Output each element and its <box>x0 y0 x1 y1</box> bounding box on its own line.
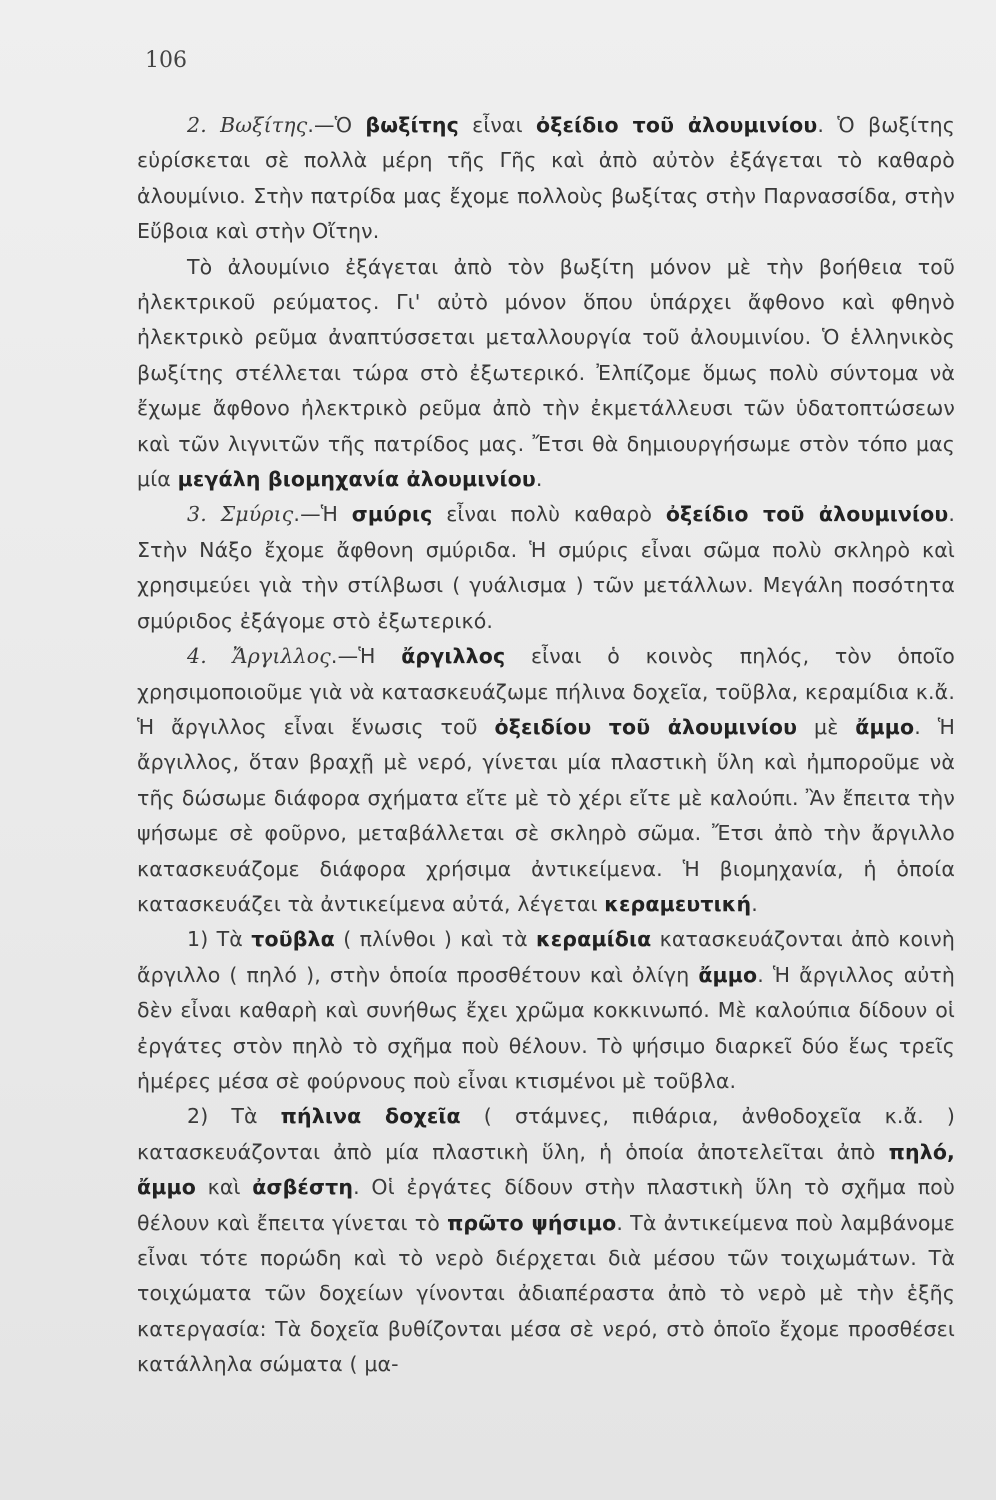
bold-term: ὀξείδιο τοῦ ἀλουμινίου <box>665 502 949 527</box>
text-run: . <box>751 891 758 916</box>
bold-term: κεραμίδια <box>536 927 652 952</box>
text-run: .—Ἡ <box>330 644 402 669</box>
paragraph-clay-vessels <box>137 1099 955 1382</box>
bold-term: ὀξειδίου τοῦ ἀλουμινίου <box>494 714 798 739</box>
bold-term: ἀσβέστη <box>252 1175 354 1200</box>
bold-term: πήλινα δοχεῖα <box>280 1104 461 1129</box>
page-number: 106 <box>145 48 187 73</box>
paragraph-bauxite <box>137 108 955 250</box>
bold-term: μεγάλη βιομηχανία ἀλουμινίου <box>177 467 536 492</box>
section-heading: 4. Ἄργιλλος <box>187 644 331 669</box>
section-heading: 3. Σμύρις <box>187 502 294 527</box>
text-run: . Οἱ ἐργάτες δίδουν στὴν πλαστικὴ ὕλη τὸ σχῆμα ποὺ θέλουν καὶ ἔπειτα γίνεται τὸ <box>137 1175 955 1235</box>
bold-term: βωξίτης <box>365 113 459 137</box>
bold-term: ἄμμο <box>698 962 758 987</box>
paragraph-emery <box>137 497 955 639</box>
text-run: Τὸ ἀλουμίνιο ἐξάγεται ἀπὸ τὸν βωξίτη μόνον μὲ τὴν βοήθεια τοῦ ἠλεκτρικοῦ ρεύματος. Γι' αὐτὸ μόνον ὅπου ὑπάρχει ἄφθονο καὶ φθηνὸ ἠλεκτρικὸ ρεῦμα ἀναπτύσσεται μεταλλουργία τοῦ ἀλουμινίου. Ὁ ἑλληνικὸς βωξίτης στέλλεται τώρα στὸ ἐξωτερικό. Ἐλπίζομε ὅμως πολὺ σύντομα νὰ ἔχωμε ἄφθονο ἠλεκτρικὸ ρεῦμα ἀπὸ τὴν ἐκμετάλλευσι τῶν ὑδατοπτώσεων καὶ τῶν λιγνιτῶν τῆς πατρίδος μας. Ἔτσι θὰ δημιουργήσωμε στὸν τόπο μας μία <box>137 254 955 492</box>
text-run: . Τὰ ἀντικείμενα ποὺ λαμβάνομε εἶναι τότε πορώδη καὶ τὸ νερὸ διέρχεται διὰ μέσου τῶν τοιχωμάτων. Τὰ τοιχώματα τῶν δοχείων γίνονται ἀδιαπέραστα ἀπὸ τὸ νερὸ μὲ τὴν ἑξῆς κατεργασία: Τὰ δοχεῖα βυθίζονται μέσα σὲ νερό, στὸ ὁποῖο ἔχομε προσθέσει κατάλληλα σώματα ( μα- <box>137 1210 955 1377</box>
bold-term: ἄμμο <box>855 714 915 739</box>
text-run: καὶ <box>195 1175 253 1200</box>
paragraph-bricks-tiles <box>137 922 955 1099</box>
text-run: .—Ἡ <box>293 502 352 527</box>
bold-term: πηλό, ἄμμο <box>137 1139 955 1200</box>
text-run: ( πλίνθοι ) καὶ τὰ <box>334 927 537 952</box>
section-heading: 2. Βωξίτης <box>187 113 308 137</box>
text-run: κατασκευάζονται ἀπὸ κοινὴ ἄργιλλο ( πηλό ), στὴν ὁποία προσθέτουν καὶ ὀλίγη <box>137 927 955 987</box>
text-run: 1) Τὰ <box>187 927 252 952</box>
text-run: . Ὁ βωξίτης εὑρίσκεται σὲ πολλὰ μέρη τῆς Γῆς καὶ ἀπὸ αὐτὸν ἐξάγεται τὸ καθαρὸ ἀλουμίνιο. Στὴν πατρίδα μας ἔχομε πολλοὺς βωξίτας στὴν Παρνασσίδα, στὴν Εὔβοια καὶ στὴν Οἴτην. <box>137 113 955 244</box>
page-text <box>137 108 955 1383</box>
bold-term: κεραμευτική <box>604 891 752 916</box>
text-run: . Ἡ ἄργιλλος, ὅταν βραχῇ μὲ νερό, γίνεται μία πλαστικὴ ὕλη καὶ ἠμποροῦμε νὰ τῆς δώσωμε διάφορα σχήματα εἴτε μὲ τὸ χέρι εἴτε μὲ καλούπι. Ἂν ἔπειτα τὴν ψήσωμε σὲ φοῦρνο, μεταβάλλεται σὲ σκληρὸ σῶμα. Ἔτσι ἀπὸ τὴν ἄργιλλο κατασκευάζομε διάφορα χρήσιμα ἀντικείμενα. Ἡ βιομηχανία, ἡ ὁποία κατασκευάζει τὰ ἀντικείμενα αὐτά, λέγεται <box>137 714 955 916</box>
paragraph-clay <box>137 639 955 922</box>
text-run: μὲ <box>797 714 856 739</box>
bold-term: τοῦβλα <box>251 927 335 952</box>
text-run: 2) Τὰ <box>187 1104 281 1129</box>
text-run: ( στάμνες, πιθάρια, ἀνθοδοχεῖα κ.ἄ. ) κατασκευάζονται ἀπὸ μία πλαστικὴ ὕλη, ἡ ὁποία ἀποτελεῖται ἀπὸ <box>137 1104 955 1164</box>
text-run: .—Ὁ <box>307 113 366 137</box>
text-run: εἶναι πολὺ καθαρὸ <box>432 502 666 527</box>
paragraph-aluminium-extraction <box>137 250 955 498</box>
text-run: . Στὴν Νάξο ἔχομε ἄφθονη σμύριδα. Ἡ σμύρις εἶναι σῶμα πολὺ σκληρὸ καὶ χρησιμεύει γιὰ τὴν στίλβωσι ( γυάλισμα ) τῶν μετάλλων. Μεγάλη ποσότητα σμύριδος ἐξάγομε στὸ ἐξωτερικό. <box>137 502 955 633</box>
bold-term: ὀξείδιο τοῦ ἀλουμινίου <box>535 113 818 137</box>
text-run: εἶναι ὁ κοινὸς πηλός, τὸν ὁποῖο χρησιμοποιοῦμε γιὰ νὰ κατασκευάζωμε πήλινα δοχεῖα, τοῦβλα, κεραμίδια κ.ἄ. Ἡ ἄργιλλος εἶναι ἕνωσις τοῦ <box>137 644 956 739</box>
text-run: . <box>535 467 543 492</box>
text-run: . Ἡ ἄργιλλος αὐτὴ δὲν εἶναι καθαρὴ καὶ συνήθως ἔχει χρῶμα κοκκινωπό. Μὲ καλούπια δίδουν οἱ ἐργάτες στὸν πηλὸ τὸ σχῆμα ποὺ θέλουν. Τὸ ψήσιμο διαρκεῖ δύο ἕως τρεῖς ἡμέρες μέσα σὲ φούρνους ποὺ εἶναι κτισμένοι μὲ τοῦβλα. <box>137 962 956 1093</box>
bold-term: ἄργιλλος <box>401 644 506 669</box>
text-run: εἶναι <box>458 113 536 137</box>
bold-term: πρῶτο ψήσιμο <box>447 1210 617 1235</box>
bold-term: σμύρις <box>351 502 433 527</box>
